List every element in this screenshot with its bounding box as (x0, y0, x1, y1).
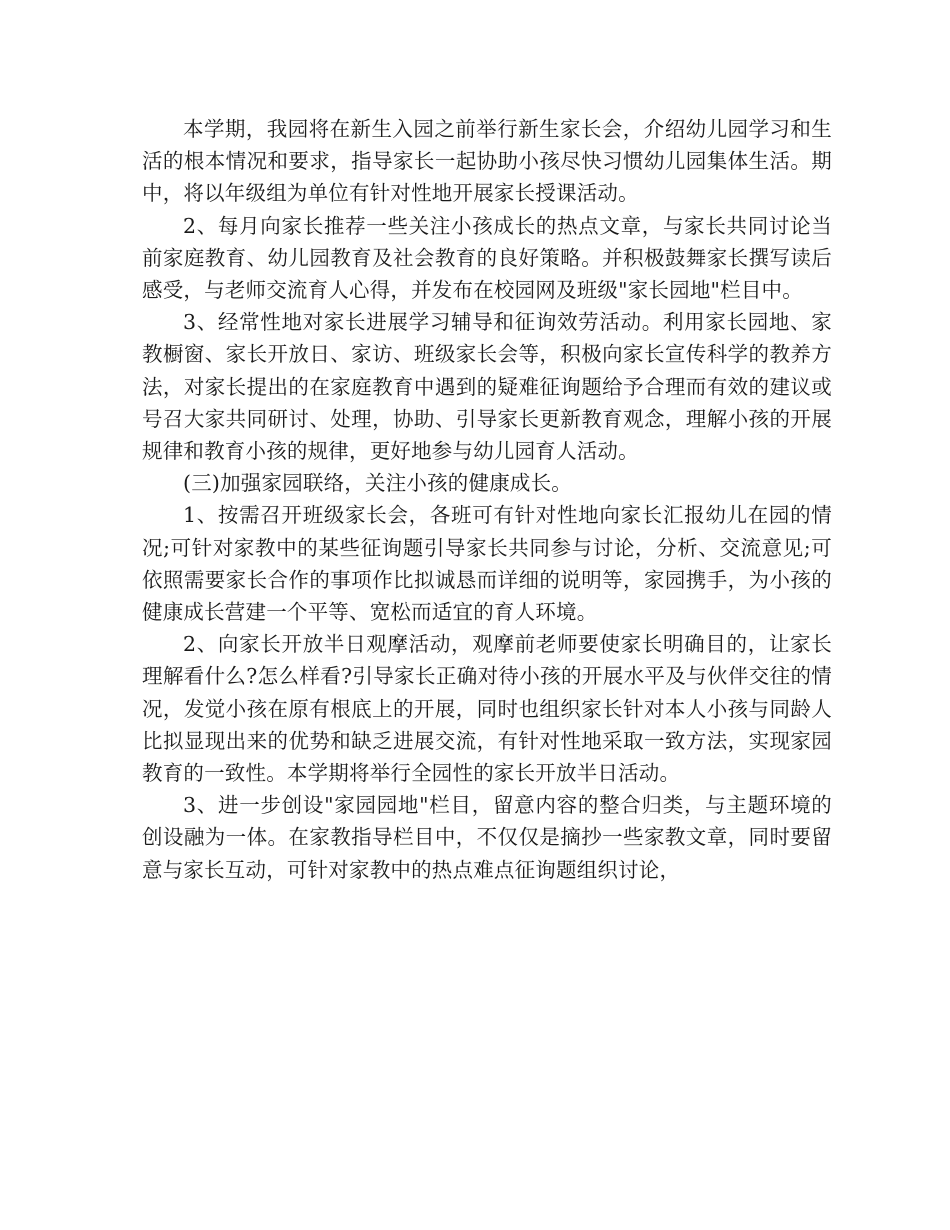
paragraph-item-2: 2、每月向家长推荐一些关注小孩成长的热点文章，与家长共同讨论当前家庭教育、幼儿园教育及社会教育的良好策略。并积极鼓舞家长撰写读后感受，与老师交流育人心得，并发布在校园网及班级"家长园地"栏目中。 (142, 213, 832, 303)
paragraph-section-3-item-3: 3、进一步创设"家园园地"栏目，留意内容的整合归类，与主题环境的创设融为一体。在家教指导栏目中，不仅仅是摘抄一些家教文章，同时要留意与家长互动，可针对家教中的热点难点征询题组织讨论， (142, 793, 832, 882)
paragraph-item-3: 3、经常性地对家长进展学习辅导和征询效劳活动。利用家长园地、家教橱窗、家长开放日、家访、班级家长会等，积极向家长宣传科学的教养方法，对家长提出的在家庭教育中遇到的疑难征询题给予合理而有效的建议或号召大家共同研讨、处理，协助、引导家长更新教育观念，理解小孩的开展规律和教育小孩的规律，更好地参与幼儿园育人活动。 (142, 310, 832, 464)
paragraph-section-3-item-1: 1、按需召开班级家长会，各班可有针对性地向家长汇报幼儿在园的情况;可针对家教中的某些征询题引导家长共同参与讨论，分析、交流意见;可依照需要家长合作的事项作比拟诚恳而详细的说明等，家园携手，为小孩的健康成长营建一个平等、宽松而适宜的育人环境。 (142, 503, 832, 625)
document-body (142, 113, 832, 886)
paragraph-intro: 本学期，我园将在新生入园之前举行新生家长会，介绍幼儿园学习和生活的根本情况和要求，指导家长一起协助小孩尽快习惯幼儿园集体生活。期中，将以年级组为单位有针对性地开展家长授课活动。 (142, 117, 832, 206)
paragraph-section-3-item-2: 2、向家长开放半日观摩活动，观摩前老师要使家长明确目的，让家长理解看什么?怎么样看?引导家长正确对待小孩的开展水平及与伙伴交往的情况，发觉小孩在原有根底上的开展，同时也组织家长针对本人小孩与同龄人比拟显现出来的优势和缺乏进展交流，有针对性地采取一致方法，实现家园教育的一致性。本学期将举行全园性的家长开放半日活动。 (142, 632, 832, 786)
section-heading-3: (三)加强家园联络，关注小孩的健康成长。 (183, 471, 572, 496)
